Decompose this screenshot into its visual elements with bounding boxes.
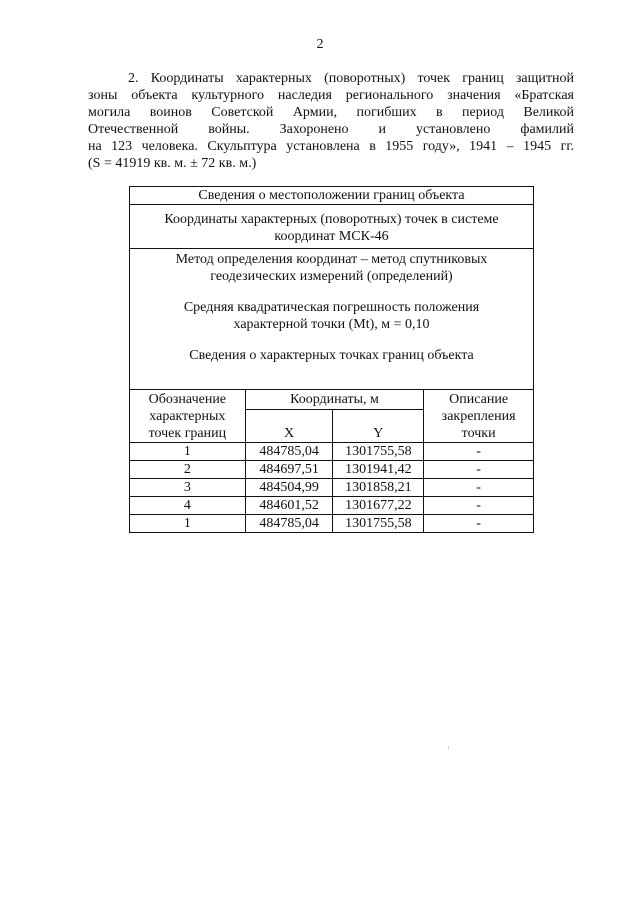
intro-line: Отечественной войны. Захоронено и установлено фамилий: [88, 122, 574, 137]
description-header-1: Описание: [449, 392, 509, 407]
table-row: [130, 461, 534, 479]
coordinates-header: Координаты, м: [245, 390, 424, 410]
x-cell: 484504,99: [245, 479, 333, 497]
system-title: Координаты характерных (поворотных) точек в системе координат МСК-46: [130, 205, 534, 249]
point-cell: 2: [130, 461, 246, 479]
y-cell: 1301858,21: [333, 479, 424, 497]
description-cell: -: [424, 443, 534, 461]
intro-line: могила воинов Советской Армии, погибших в период Великой: [88, 105, 574, 120]
section-title: Сведения о местоположении границ объекта: [130, 187, 534, 205]
points-title: Сведения о характерных точках границ объекта: [189, 348, 474, 363]
table-row: [130, 515, 534, 533]
y-cell: 1301755,58: [333, 515, 424, 533]
method-text-2: геодезических измерений (определений): [210, 269, 453, 284]
x-cell: 484785,04: [245, 515, 333, 533]
x-header: X: [245, 410, 333, 443]
intro-paragraph: [88, 70, 574, 172]
designation-header-2: характерных: [149, 409, 226, 424]
method-text-1: Метод определения координат – метод спутниковых: [175, 252, 488, 267]
x-cell: 484785,04: [245, 443, 333, 461]
y-cell: 1301941,42: [333, 461, 424, 479]
intro-line: (S = 41919 кв. м. ± 72 кв. м.): [88, 156, 257, 171]
designation-header-1: Обозначение: [148, 392, 227, 407]
description-header: [424, 390, 534, 443]
y-cell: 1301755,58: [333, 443, 424, 461]
scan-speck: [448, 746, 449, 749]
y-cell: 1301677,22: [333, 497, 424, 515]
point-cell: 3: [130, 479, 246, 497]
point-cell: 1: [130, 515, 246, 533]
table-row: [130, 479, 534, 497]
table-row: [130, 443, 534, 461]
accuracy-text-1: Средняя квадратическая погрешность положения: [183, 300, 480, 315]
designation-header-3: точек границ: [148, 426, 227, 441]
description-cell: -: [424, 479, 534, 497]
x-cell: 484697,51: [245, 461, 333, 479]
intro-line: на 123 человека. Скульптура установлена в 1955 году», 1941 – 1945 гг.: [88, 139, 574, 154]
coordinates-table: [129, 186, 534, 533]
intro-line: 2. Координаты характерных (поворотных) точек границ защитной: [128, 71, 574, 86]
page-number: 2: [316, 37, 324, 52]
description-cell: -: [424, 497, 534, 515]
designation-header: [130, 390, 246, 443]
description-cell: -: [424, 461, 534, 479]
y-header: Y: [333, 410, 424, 443]
description-cell: -: [424, 515, 534, 533]
point-cell: 1: [130, 443, 246, 461]
x-cell: 484601,52: [245, 497, 333, 515]
table-row: [130, 497, 534, 515]
point-cell: 4: [130, 497, 246, 515]
intro-line: зоны объекта культурного наследия регионального значения «Братская: [88, 88, 574, 103]
accuracy-text-2: характерной точки (Mt), м = 0,10: [233, 317, 430, 332]
method-cell: [130, 249, 534, 390]
description-header-3: точки: [461, 426, 496, 441]
description-header-2: закрепления: [441, 409, 516, 424]
